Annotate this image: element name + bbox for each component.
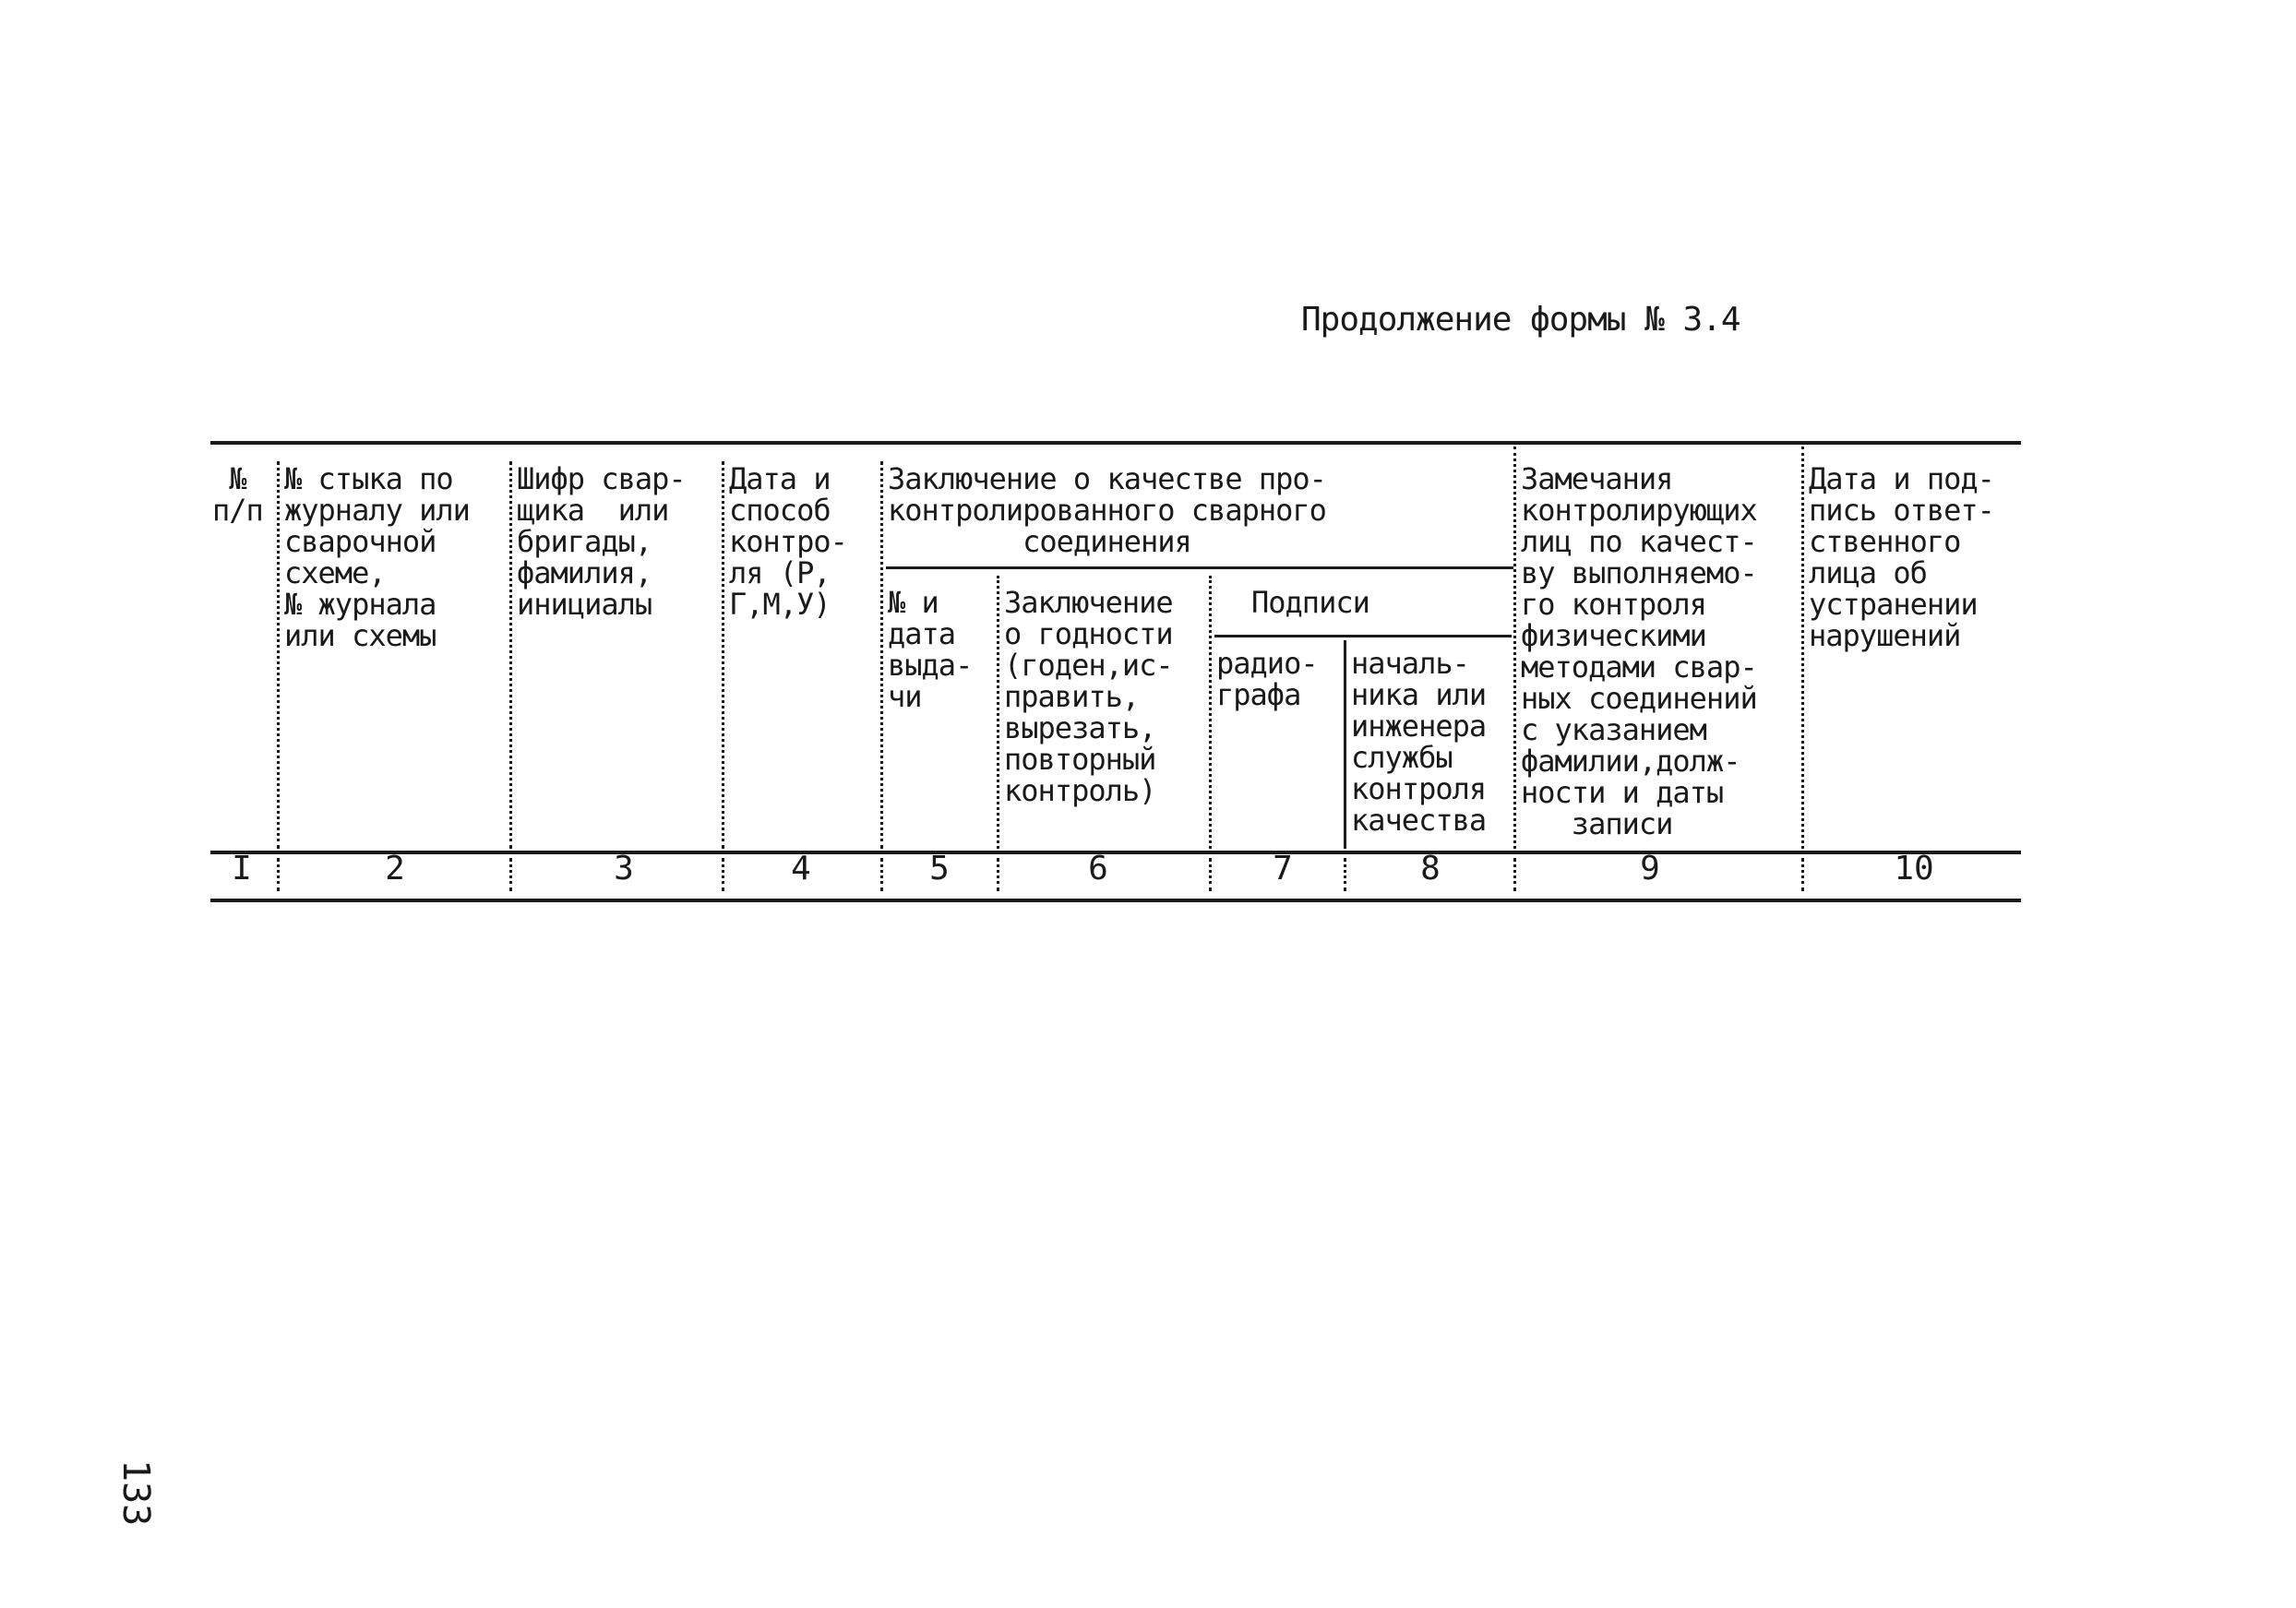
- table-bottom-rule: [210, 899, 2021, 902]
- header-control-date-method: Дата и способ контро- ля (Р, Г,М,У): [729, 461, 847, 622]
- number-row-divider: [880, 858, 883, 891]
- column-divider: [277, 461, 280, 849]
- header-signatures: Подписи: [1251, 585, 1369, 620]
- column-number: 5: [929, 850, 950, 887]
- header-bottom-rule: [210, 851, 2021, 854]
- column-number: 10: [1894, 850, 1934, 887]
- column-divider: [509, 461, 512, 849]
- column-divider: [1513, 447, 1516, 849]
- page-heading: Продолжение формы № 3.4: [1301, 301, 1740, 339]
- column-divider: [722, 461, 724, 849]
- header-quality-conclusion-group: Заключение о качестве про- контролированного сварного соединения: [888, 461, 1326, 559]
- column-number: 7: [1273, 850, 1293, 887]
- column-divider: [1209, 576, 1212, 849]
- column-divider: [1801, 447, 1804, 849]
- header-row-number: № п/п: [212, 461, 263, 528]
- number-row-divider: [509, 858, 512, 891]
- column-number: 6: [1088, 850, 1108, 887]
- number-row-divider: [997, 858, 999, 891]
- header-responsible-signature: Дата и под- пись ответ- ственного лица об устранении нарушений: [1809, 461, 1994, 653]
- header-issue-number-date: № и дата выда- чи: [888, 585, 973, 714]
- column-divider: [997, 576, 999, 849]
- group-header-rule: [886, 566, 1513, 569]
- column-number: 3: [614, 850, 634, 887]
- column-divider: [1344, 640, 1346, 849]
- header-inspector-remarks: Замечания контролирующих лиц по качест- ву выполняемо- го контроля физическими методами свар- ных соединений с указанием фамилии,долж- ности и даты записи: [1521, 461, 1757, 841]
- number-row-divider: [1344, 858, 1346, 891]
- number-row-divider: [277, 858, 280, 891]
- number-row-divider: [1801, 858, 1804, 891]
- header-fitness-conclusion: Заключение о годности (годен,ис- править, вырезать, повторный контроль): [1004, 585, 1173, 808]
- number-row-divider: [1513, 858, 1516, 891]
- column-number: 4: [791, 850, 811, 887]
- column-number: I: [232, 850, 252, 887]
- table-top-rule: [210, 441, 2021, 445]
- number-row-divider: [1209, 858, 1212, 891]
- signatures-rule: [1214, 635, 1512, 637]
- header-joint-number: № стыка по журналу или сварочной схеме, № журнала или схемы: [284, 461, 470, 653]
- header-welder-code: Шифр свар- щика или бригады, фамилия, инициалы: [517, 461, 686, 622]
- column-number: 8: [1420, 850, 1441, 887]
- page-number: 133: [114, 1459, 157, 1527]
- header-quality-control-head: началь- ника или инженера службы контроля качества: [1351, 646, 1487, 838]
- column-divider: [880, 461, 883, 849]
- header-radiographer: радио- графа: [1216, 646, 1318, 712]
- column-number: 2: [385, 850, 405, 887]
- column-number: 9: [1640, 850, 1660, 887]
- number-row-divider: [722, 858, 724, 891]
